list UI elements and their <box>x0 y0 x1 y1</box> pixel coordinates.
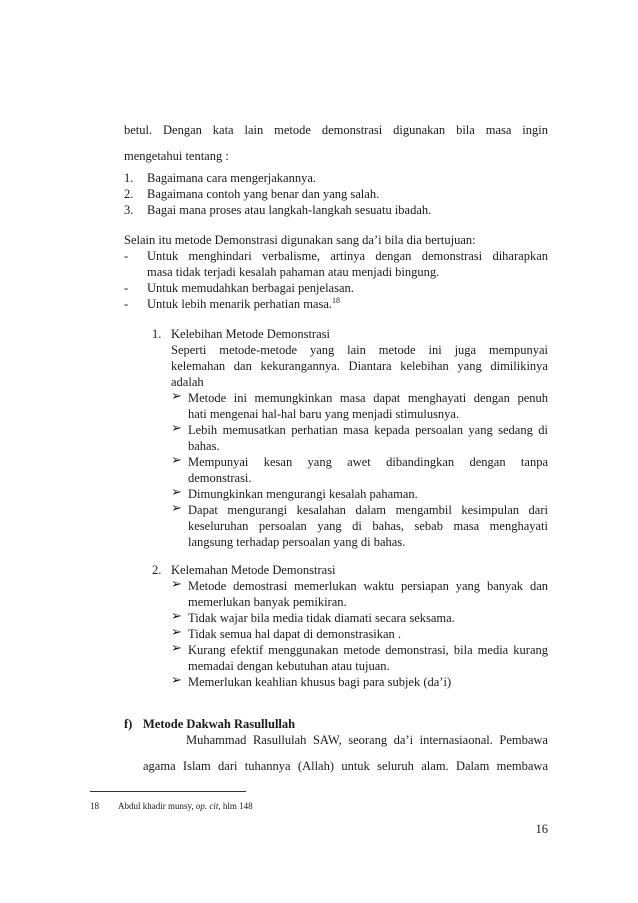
kelemahan-heading: Kelemahan Metode Demonstrasi <box>171 563 336 577</box>
kelemahan-bullet-5: Memerlukan keahlian khusus bagi para subjek (da’i) <box>188 675 452 689</box>
list-number: 1. <box>124 171 134 185</box>
footnote-page: hlm 148 <box>220 801 253 811</box>
arrow-bullet-icon: ➢ <box>171 641 182 656</box>
kelemahan-bullet-1-line-1: Metode demostrasi memerlukan waktu persiapan yang banyak dan <box>188 579 548 593</box>
kelebihan-bullet-5-line-2: keseluruhan persoalan yang di bahas, sebab masa menghayati <box>188 519 548 533</box>
arrow-bullet-icon: ➢ <box>171 577 182 592</box>
kelebihan-bullet-1-line-1: Metode ini memungkinkan masa dapat menghayati dengan penuh <box>188 391 548 405</box>
selain-item-2: Untuk memudahkan berbagai penjelasan. <box>147 281 354 295</box>
arrow-bullet-icon: ➢ <box>171 485 182 500</box>
page-number: 16 <box>535 822 548 836</box>
footnote-ref-text: op. cit, <box>195 801 221 811</box>
footnote-ref: 18 <box>332 295 341 305</box>
kelemahan-bullet-4-line-1: Kurang efektif menggunakan metode demonstrasi, bila media kurang <box>188 643 548 657</box>
kelebihan-bullet-2-line-1: Lebih memusatkan perhatian masa kepada persoalan yang sedang di <box>188 423 548 437</box>
footnote-divider <box>90 791 246 792</box>
arrow-bullet-icon: ➢ <box>171 625 182 640</box>
kelemahan-bullet-3: Tidak semua hal dapat di demonstrasikan . <box>188 627 402 641</box>
section-number: 1. <box>152 327 162 341</box>
kelebihan-bullet-3-line-1: Mempunyai kesan yang awet dibandingkan dengan tanpa <box>188 455 548 469</box>
dash-bullet: - <box>124 281 129 295</box>
intro-line-2: mengetahui tentang : <box>124 149 229 163</box>
section-f-line-2: agama Islam dari tuhannya (Allah) untuk seluruh alam. Dalam membawa <box>143 759 548 773</box>
kelemahan-bullet-1-line-2: memerlukan banyak pemikiran. <box>188 595 347 609</box>
footnote-author: Abdul khadir munsy, <box>118 801 196 811</box>
arrow-bullet-icon: ➢ <box>171 501 182 516</box>
list-item: Bagaimana cara mengerjakannya. <box>147 171 317 185</box>
arrow-bullet-icon: ➢ <box>171 673 182 688</box>
kelebihan-para-line-3: adalah <box>171 375 204 389</box>
kelebihan-bullet-2-line-2: bahas. <box>188 439 220 453</box>
selain-item-1-line-1: Untuk menghindari verbalisme, artinya dengan demonstrasi diharapkan <box>147 249 548 263</box>
list-number: 2. <box>124 187 134 201</box>
arrow-bullet-icon: ➢ <box>171 453 182 468</box>
arrow-bullet-icon: ➢ <box>171 421 182 436</box>
list-item: Bagaimana contoh yang benar dan yang salah. <box>147 187 380 201</box>
arrow-bullet-icon: ➢ <box>171 609 182 624</box>
kelebihan-bullet-5-line-1: Dapat mengurangi kesalahan dalam mengambil kesimpulan dari <box>188 503 548 517</box>
section-f-label: f) <box>124 717 133 731</box>
kelebihan-bullet-3-line-2: demonstrasi. <box>188 471 252 485</box>
section-f-line-1: Muhammad Rasullulah SAW, seorang da’i internasiaonal. Pembawa <box>186 733 548 747</box>
kelebihan-para-line-2: kelemahan dan kekurangannya. Diantara kelebihan yang dimilikinya <box>171 359 548 373</box>
selain-intro: Selain itu metode Demonstrasi digunakan sang da’i bila dia bertujuan: <box>124 233 476 247</box>
section-f-title: Metode Dakwah Rasullullah <box>143 717 296 731</box>
selain-item-3-text: Untuk lebih menarik perhatian masa. <box>147 297 333 311</box>
footnote-number: 18 <box>90 801 99 811</box>
kelemahan-bullet-4-line-2: memadai dengan kebutuhan atau tujuan. <box>188 659 390 673</box>
dash-bullet: - <box>124 297 129 311</box>
kelebihan-bullet-5-line-3: langsung terhadap persoalan yang di bahas. <box>188 535 406 549</box>
list-number: 3. <box>124 203 134 217</box>
selain-item-3 <box>147 296 340 312</box>
arrow-bullet-icon: ➢ <box>171 389 182 404</box>
kelebihan-heading: Kelebihan Metode Demonstrasi <box>171 327 330 341</box>
intro-line-1: betul. Dengan kata lain metode demonstrasi digunakan bila masa ingin <box>124 123 548 137</box>
kelebihan-bullet-4: Dimungkinkan mengurangi kesalah pahaman. <box>188 487 418 501</box>
kelebihan-para-line-1: Seperti metode-metode yang lain metode ini juga mempunyai <box>171 343 548 357</box>
section-number: 2. <box>152 563 162 577</box>
kelemahan-bullet-2: Tidak wajar bila media tidak diamati secara seksama. <box>188 611 455 625</box>
selain-item-1-line-2: masa tidak terjadi kesalah pahaman atau menjadi bingung. <box>147 265 440 279</box>
kelebihan-bullet-1-line-2: hati mengenai hal-hal baru yang menjadi stimulusnya. <box>188 407 460 421</box>
dash-bullet: - <box>124 249 129 263</box>
footnote-text <box>118 800 253 812</box>
list-item: Bagai mana proses atau langkah-langkah sesuatu ibadah. <box>147 203 432 217</box>
